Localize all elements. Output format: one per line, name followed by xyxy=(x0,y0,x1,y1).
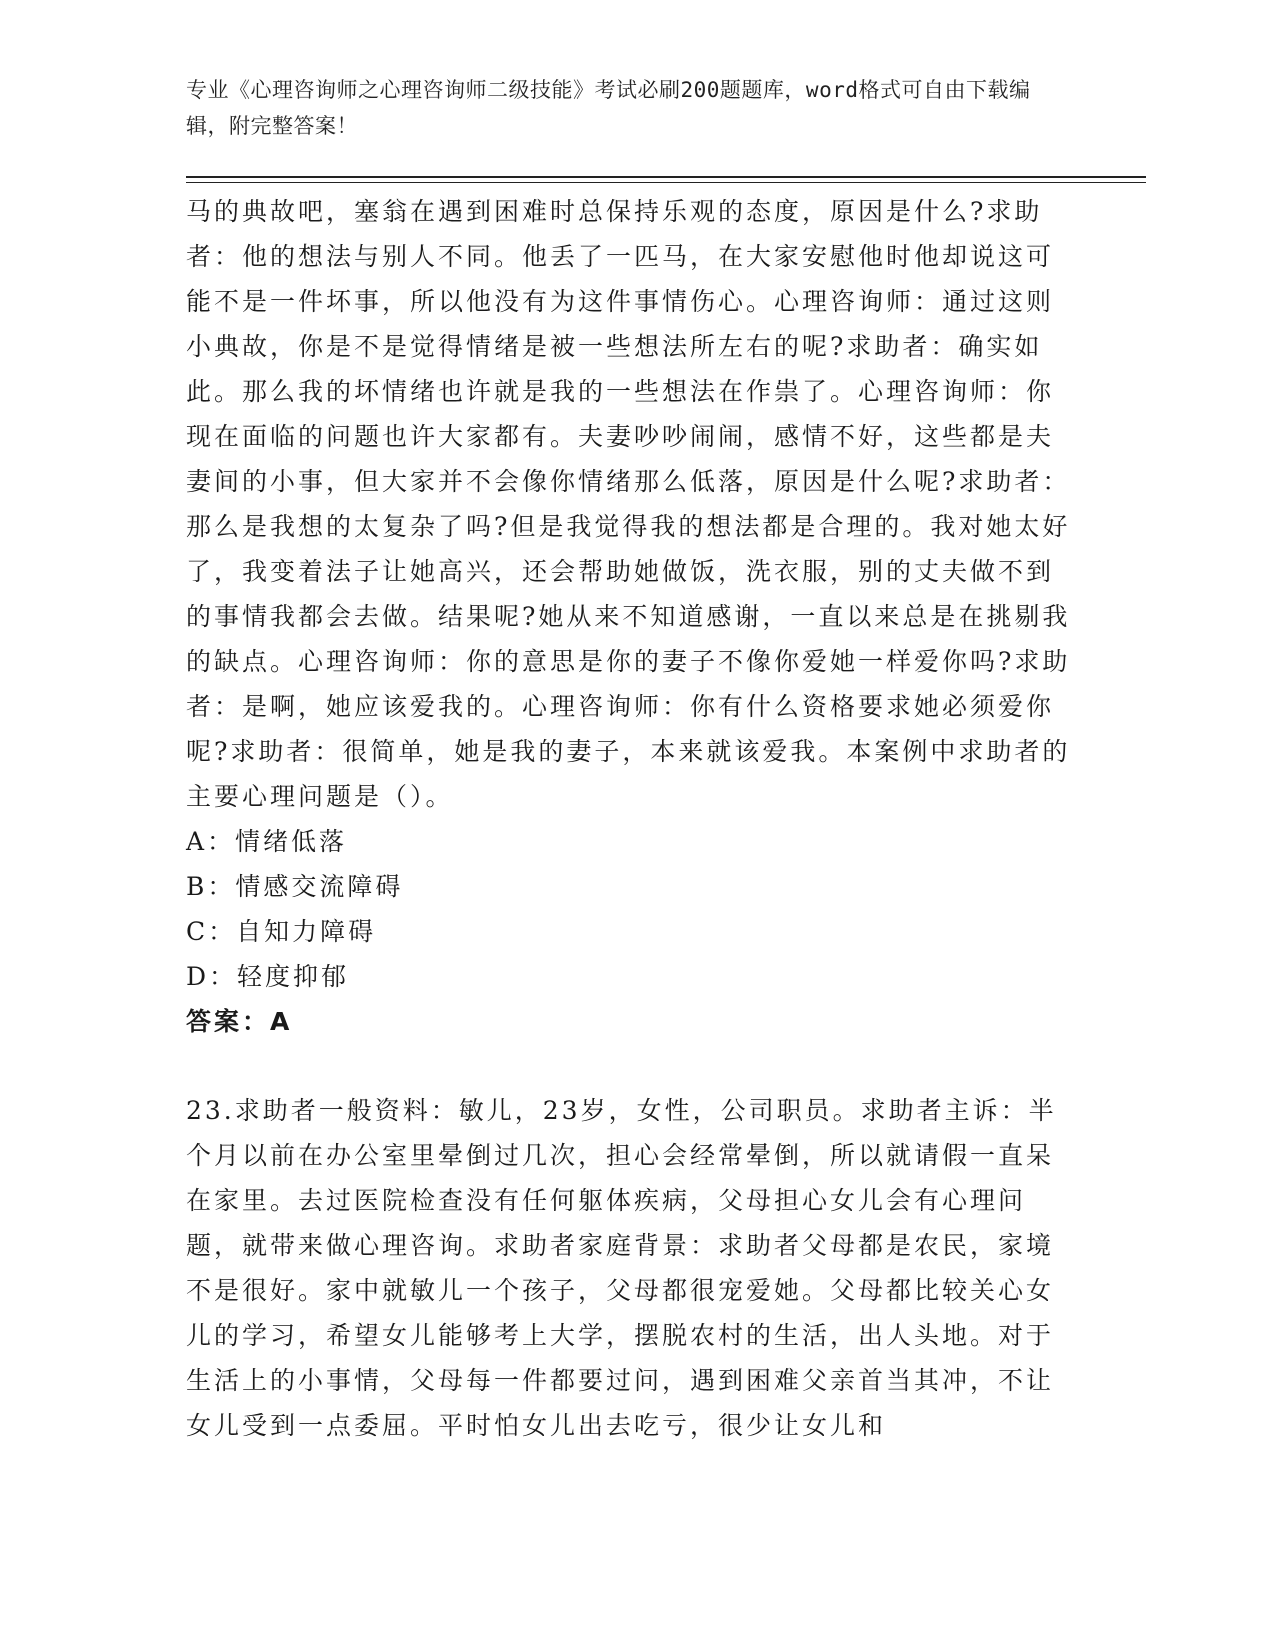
document-body xyxy=(186,189,1076,1448)
header-rule-thick xyxy=(186,176,1146,178)
option-d: D：轻度抑郁 xyxy=(186,962,350,991)
option-c: C：自知力障碍 xyxy=(186,917,377,946)
question-23-text: 23.求助者一般资料：敏儿，23岁，女性，公司职员。求助者主诉：半个月以前在办公室里晕倒过几次，担心会经常晕倒，所以就请假一直呆在家里。去过医院检查没有任何躯体疾病，父母担心女儿会有心理问题，就带来做心理咨询。求助者家庭背景：求助者父母都是农民，家境不是很好。家中就敏儿一个孩子，父母都很宠爱她。父母都比较关心女儿的学习，希望女儿能够考上大学，摆脱农村的生活，出人头地。对于生活上的小事情，父母每一件都要过问，遇到困难父亲首当其冲，不让女儿受到一点委屈。平时怕女儿出去吃亏，很少让女儿和 xyxy=(186,1096,1057,1440)
question-22-answer: 答案：A xyxy=(186,1007,293,1036)
paragraph-spacer xyxy=(186,1044,1076,1088)
option-b: B：情感交流障碍 xyxy=(186,872,404,901)
document-header: 专业《心理咨询师之心理咨询师二级技能》考试必刷200题题库，word格式可自由下载编辑，附完整答案！ xyxy=(186,78,1031,138)
header-rule-thin xyxy=(186,182,1146,183)
question-22-text: 马的典故吧，塞翁在遇到困难时总保持乐观的态度，原因是什么?求助者：他的想法与别人不同。他丢了一匹马，在大家安慰他时他却说这可能不是一件坏事，所以他没有为这件事情伤心。心理咨询师：通过这则小典故，你是不是觉得情绪是被一些想法所左右的呢?求助者：确实如此。那么我的坏情绪也许就是我的一些想法在作祟了。心理咨询师：你现在面临的问题也许大家都有。夫妻吵吵闹闹，感情不好，这些都是夫妻间的小事，但大家并不会像你情绪那么低落，原因是什么呢?求助者：那么是我想的太复杂了吗?但是我觉得我的想法都是合理的。我对她太好了，我变着法子让她高兴，还会帮助她做饭，洗衣服，别的丈夫做不到的事情我都会去做。结果呢?她从来不知道感谢，一直以来总是在挑剔我的缺点。心理咨询师：你的意思是你的妻子不像你爱她一样爱你吗?求助者：是啊，她应该爱我的。心理咨询师：你有什么资格要求她必须爱你呢?求助者：很简单，她是我的妻子，本来就该爱我。本案例中求助者的主要心理问题是（）。 xyxy=(186,197,1071,811)
option-a: A：情绪低落 xyxy=(186,827,348,856)
